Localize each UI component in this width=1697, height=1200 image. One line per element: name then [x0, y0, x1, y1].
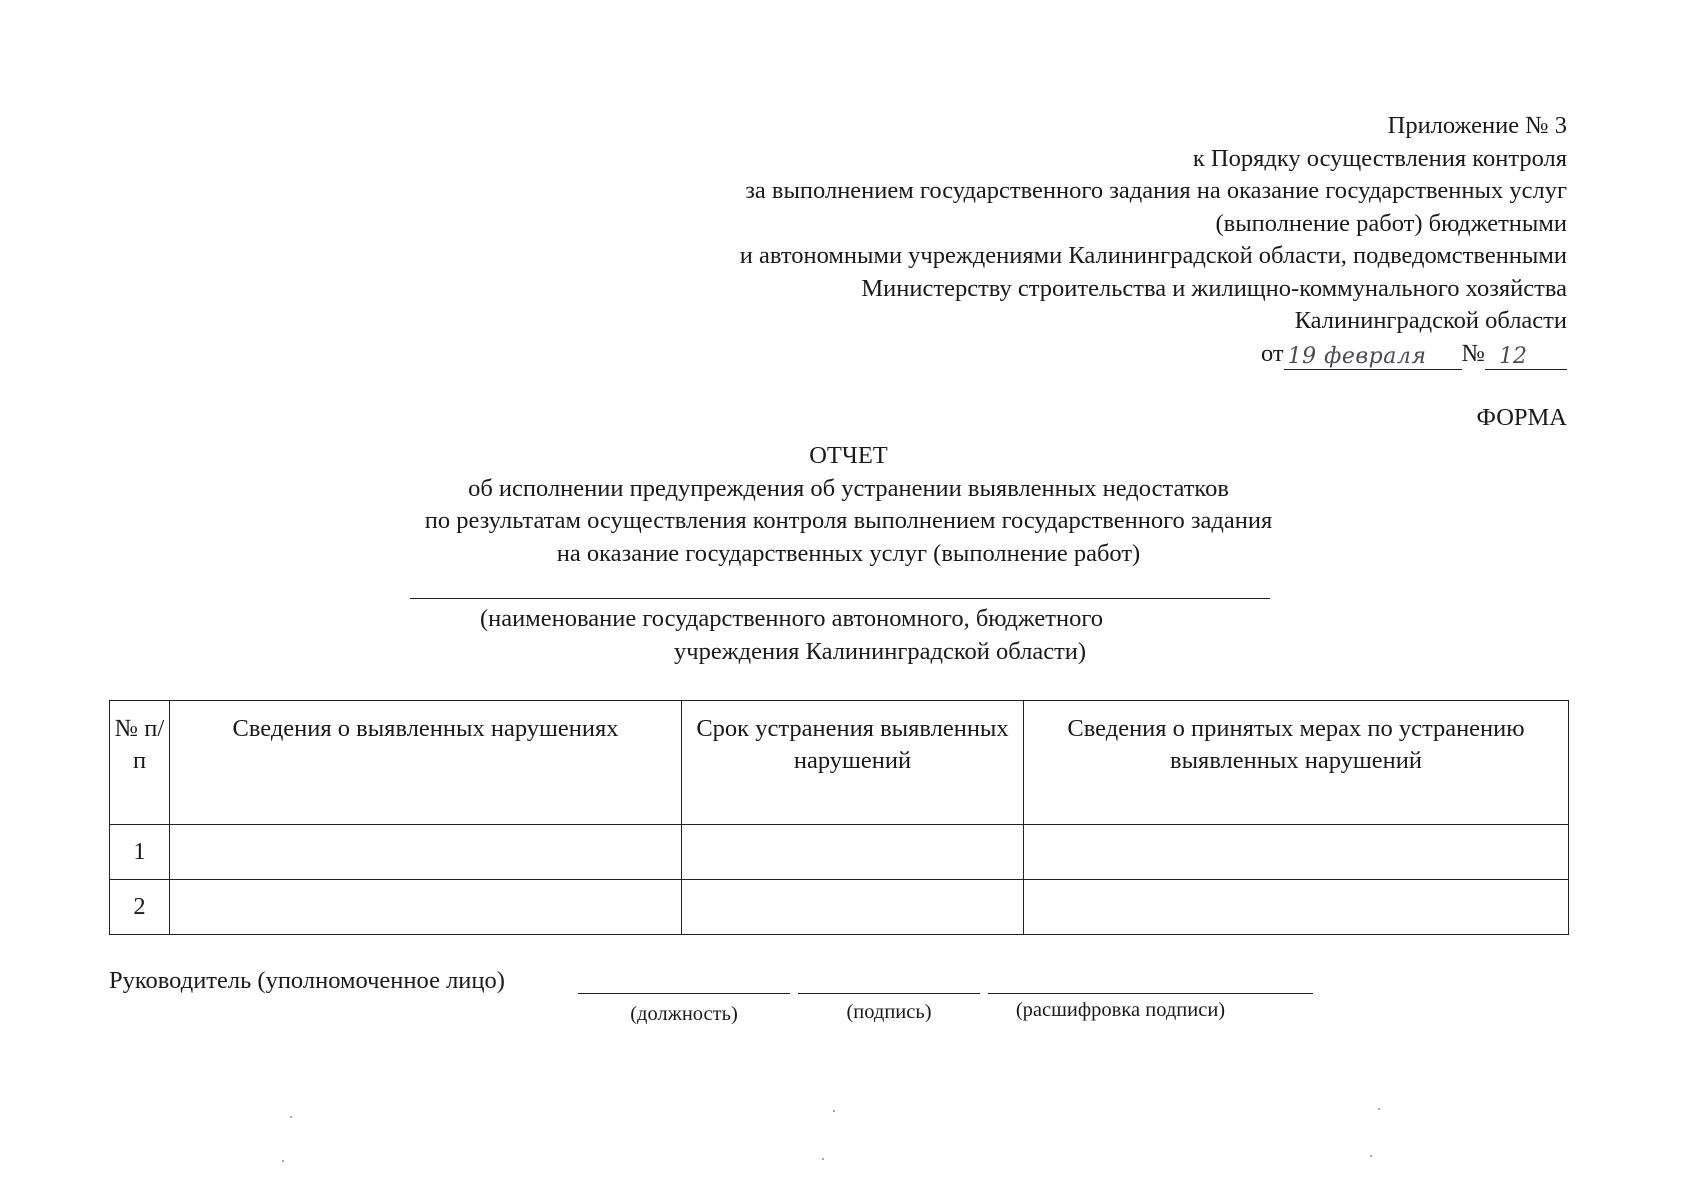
violations-table — [109, 700, 1569, 935]
signature-label: Руководитель (уполномоченное лицо) — [109, 967, 505, 994]
scan-speck — [822, 1158, 824, 1160]
header-num: № п/п — [110, 701, 170, 825]
measures-cell[interactable] — [1024, 825, 1569, 880]
form-label: ФОРМА — [1476, 404, 1567, 431]
signature-caption: (подпись) — [846, 1001, 932, 1023]
appendix-line: Калининградской области — [1294, 307, 1567, 334]
appendix-line: к Порядку осуществления контроля — [1192, 144, 1567, 172]
report-subtitle-line: по результатам осуществления контроля выполнением государственного задания — [424, 507, 1273, 534]
header-deadline: Срок устранения выявленных нарушений — [682, 701, 1024, 825]
decryption-field[interactable] — [988, 993, 1313, 994]
report-title — [200, 440, 1497, 570]
table-header-row — [110, 701, 1569, 825]
institution-caption-line: (наименование государственного автономного, бюджетного — [480, 605, 1104, 632]
table-row — [110, 825, 1569, 880]
report-subtitle-line: на оказание государственных услуг (выполнение работ) — [556, 539, 1141, 567]
measures-cell[interactable] — [1024, 880, 1569, 935]
header-violations: Сведения о выявленных нарушениях — [170, 701, 682, 825]
scan-speck — [290, 1116, 292, 1118]
appendix-number: Приложение № 3 — [1387, 112, 1567, 139]
position-field[interactable] — [578, 993, 790, 994]
appendix-line: за выполнением государственного задания на оказание государственных услуг — [745, 177, 1567, 204]
appendix-header — [567, 110, 1567, 370]
table-row — [110, 880, 1569, 935]
position-caption: (должность) — [630, 1003, 738, 1025]
violations-cell[interactable] — [170, 825, 682, 880]
institution-caption-line: учреждения Калининградской области) — [674, 637, 1087, 665]
signature-block — [109, 965, 505, 997]
report-subtitle-line: об исполнении предупреждения об устранении выявленных недостатков — [468, 474, 1229, 502]
deadline-cell[interactable] — [682, 880, 1024, 935]
scan-speck — [282, 1160, 284, 1162]
signature-field[interactable] — [798, 993, 980, 994]
appendix-line: Министерству строительства и жилищно-коммунального хозяйства — [861, 274, 1567, 302]
scan-speck — [1378, 1108, 1380, 1110]
report-heading: ОТЧЕТ — [809, 442, 888, 469]
violations-cell[interactable] — [170, 880, 682, 935]
scan-speck — [1370, 1155, 1372, 1157]
appendix-line: (выполнение работ) бюджетными — [1215, 209, 1567, 237]
institution-caption — [470, 603, 1170, 668]
row-number: 1 — [110, 825, 170, 880]
decryption-caption: (расшифровка подписи) — [1015, 999, 1226, 1021]
appendix-line: и автономными учреждениями Калининградской области, подведомственными — [739, 242, 1567, 269]
header-measures: Сведения о принятых мерах по устранению выявленных нарушений — [1024, 701, 1569, 825]
scan-speck — [833, 1110, 835, 1112]
number-sign: № — [1461, 339, 1485, 367]
row-number: 2 — [110, 880, 170, 935]
institution-name-field[interactable] — [410, 598, 1270, 599]
appendix-date-line — [567, 338, 1567, 371]
deadline-cell[interactable] — [682, 825, 1024, 880]
handwritten-date: 19 февраля — [1284, 345, 1462, 370]
handwritten-number: 12 — [1485, 345, 1567, 370]
date-prefix: от — [1260, 339, 1284, 367]
